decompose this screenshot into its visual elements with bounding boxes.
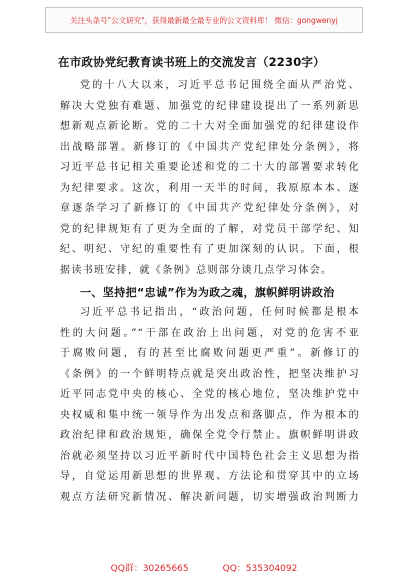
- text-line: 解决大党独有难题、加强党的纪律建设提出了一系列新思: [60, 100, 360, 112]
- text-line: 《条例》的一个鲜明特点就是突出政治性，把坚决维护习: [60, 368, 360, 380]
- text-line: 近平同志党中央的核心、全党的核心地位，坚决维护党中: [60, 389, 360, 400]
- text-line: 于腐败问题，有的甚至比腐败问题更严重”。新修订的: [60, 348, 360, 359]
- text-line: 央权威和集中统一领导作为出发点和落脚点，作为根本的: [60, 409, 360, 421]
- promo-notice: 关注头条号"公文研究"，获得最新最全最专业的公文资料库！ 微信：gongwenyj: [45, 7, 363, 33]
- header-bar: [0, 0, 408, 40]
- qq-contact: QQ：535304092: [222, 564, 298, 574]
- text-line: 据读书班安排，就《条例》总则部分谈几点学习体会。: [60, 264, 333, 276]
- text-line: 习近平总书记相关重要论述和党的二十大的部署要求转化: [60, 162, 360, 173]
- text-line: 观点方法研究新情况、解决新问题，切实增强政治判断力: [60, 491, 360, 503]
- text-line: 导，自觉运用新思想的世界观、方法论和贯穿其中的立场: [60, 471, 360, 482]
- text-line: 为纪律要求。这次，利用一天半的时间，我原原本本、逐: [60, 182, 360, 194]
- text-line: 章逐条学习了新修订的《中国共产党纪律处分条例》，对: [60, 203, 360, 214]
- document-title: 在市政协党纪教育读书班上的交流发言（2230字）: [58, 55, 325, 69]
- text-line: 性的大问题。”“干部在政治上出问题，对党的危害不亚: [60, 327, 360, 339]
- document-page: [60, 54, 360, 508]
- text-line: 习近平总书记指出，“政治问题，任何时候都是根本: [80, 307, 360, 318]
- intro-paragraph: [60, 76, 360, 281]
- text-line: 政治纪律和政治规矩，确保全党令行禁止。旗帜鲜明讲政: [60, 430, 360, 441]
- text-line: 党的十八大以来，习近平总书记围绕全面从严治党、: [80, 80, 360, 91]
- footer: [0, 561, 408, 577]
- qq-group: QQ群：30265665: [110, 564, 189, 574]
- text-line: 纪、明纪、守纪的重要性有了更加深刻的认识。下面，根: [60, 244, 360, 255]
- text-line: 治就必须坚持以习近平新时代中国特色社会主义思想为指: [60, 450, 360, 462]
- text-line: 想新观点新论断。党的二十大对全面加强党的纪律建设作: [60, 121, 360, 132]
- text-line: 出战略部署。新修订的《中国共产党纪律处分条例》，将: [60, 141, 360, 153]
- section-paragraph: [60, 303, 360, 508]
- text-line: 党的纪律规矩有了更为全面的了解，对党员干部学纪、知: [60, 223, 360, 235]
- section-heading: 一、坚持把“忠诚”作为为政之魂，旗帜鲜明讲政治: [80, 286, 335, 299]
